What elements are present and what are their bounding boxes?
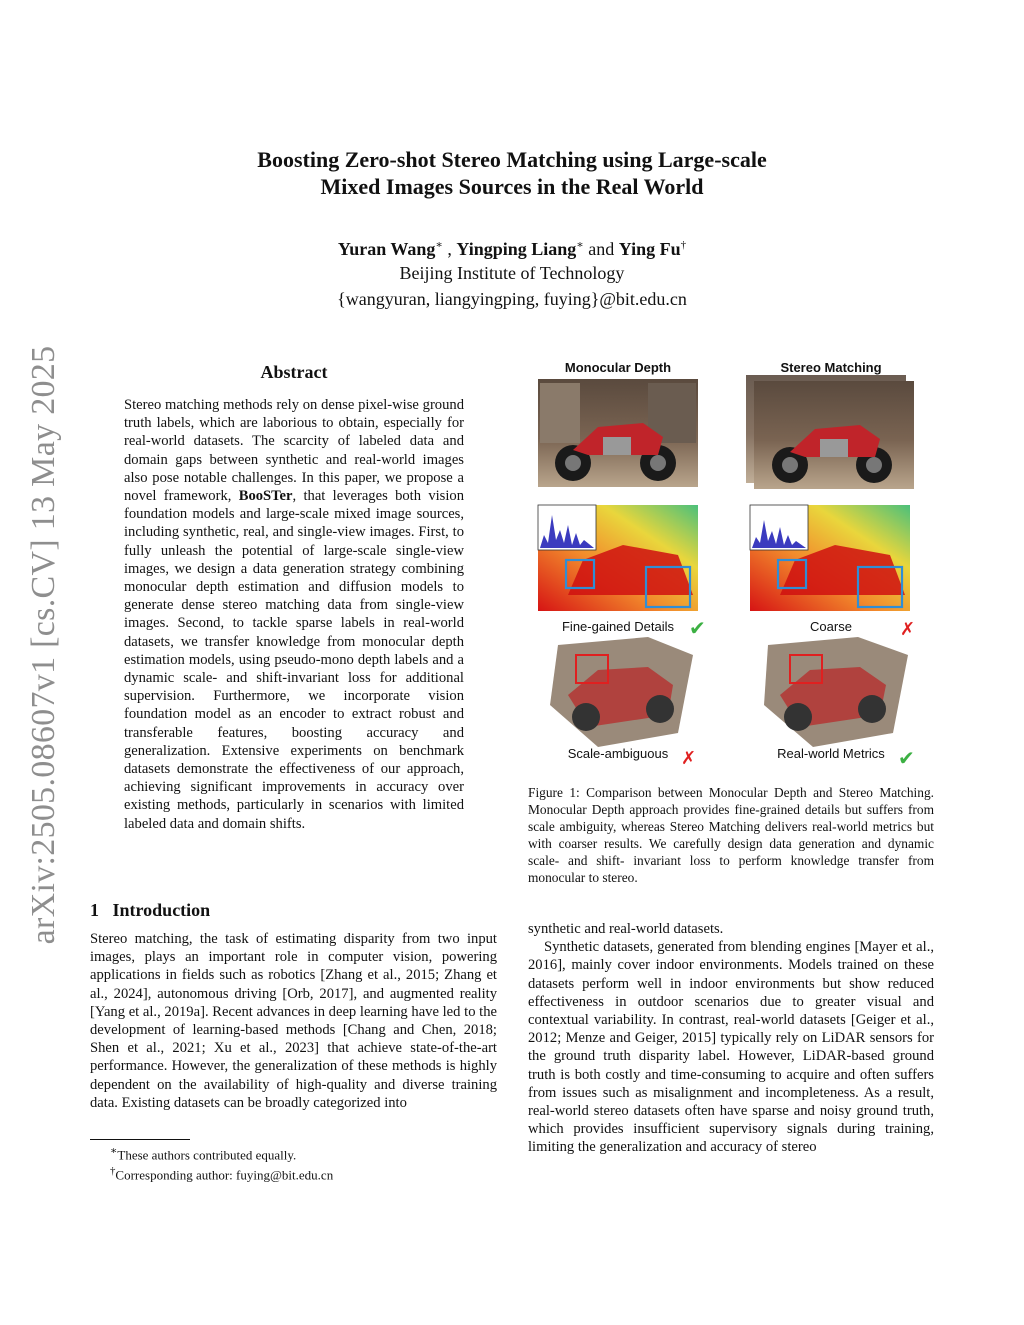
method-name: BooSTer xyxy=(238,488,293,505)
fig-col1-title: Monocular Depth xyxy=(564,360,672,375)
check-icon-2: ✔ xyxy=(898,746,915,770)
cross-icon: ✗ xyxy=(900,619,916,640)
label-coarse: Coarse xyxy=(810,619,852,634)
equal-contrib-mark-2: ∗ xyxy=(576,239,584,251)
footnotes xyxy=(110,1143,510,1184)
author-block xyxy=(150,233,874,311)
figure-1-caption: Figure 1: Comparison between Monocular Depth and Stereo Matching. Monocular Depth approach provides fine-grained details but suffers from scale ambiguity, whereas Stereo Matching delivers real-world metrics but with coarser results. We carefully design data generation and dynamic scale- and shift- invariant loss to perform knowledge transfer from monocular to stereo. xyxy=(528,785,934,885)
author-1: Yuran Wang xyxy=(337,239,436,259)
fig-col2-title: Stereo Matching xyxy=(780,360,882,375)
mono-depth-map xyxy=(538,505,698,611)
right-column-body xyxy=(528,920,934,1157)
abstract-body xyxy=(124,396,464,833)
figure-1-graphic xyxy=(528,355,934,775)
abstract-text-b: , that leverages both vision foundation models and large-scale mixed image sources, including synthetic, real, and single-view images. First, to fully unleash the potential of large-scale single-view images, we design a data generation strategy combining monocular depth estimation and diffusion models to generate dense stereo matching data from single-view images. Second, to tackle sparse labels in real-world datasets, we transfer knowledge from monocular depth estimation models, using pseudo-mono depth labels and a dynamic scale- and shift-invariant loss for additional supervision. Furthermore, we incorporate vision foundation model as an encoder to extract robust and transferable features, boosting accuracy and generalization. Extensive experiments on benchmark datasets demonstrate the effectiveness of our approach, achieving significant improvements in accuracy over existing methods, particularly in scenarios with limited labeled data and domain shifts. xyxy=(124,488,464,832)
title-line-2: Mixed Images Sources in the Real World xyxy=(320,174,704,199)
paper-title xyxy=(150,146,874,200)
right-para-2: Synthetic datasets, generated from blending engines [Mayer et al., 2016], mainly cover indoor environments. Models trained on these datasets perform well in indoor environments but show reduced effectiveness in outdoor scenarios due to greater visual and contextual variability. In contrast, real-world datasets [Geiger et al., 2012; Menze and Geiger, 2015] typically rely on LiDAR sensors for the ground truth disparity label. However, LiDAR-based ground truth is both costly and time-consuming to acquire and often suffers from issues such as misalignment and incompleteness. As a result, real-world stereo datasets often have sparse and noisy ground truth, which provides insufficient supervisory signals during training, limiting the generalization and accuracy of stereo xyxy=(528,939,934,1156)
author-emails[interactable]: {wangyuran, liangyingping, fuying}@bit.edu.cn xyxy=(337,289,687,309)
title-line-1: Boosting Zero-shot Stereo Matching using Large-scale xyxy=(257,147,767,172)
mono-point-cloud xyxy=(550,637,693,747)
label-real-world-metrics: Real-world Metrics xyxy=(777,746,885,761)
footnote-2-text: Corresponding author: fuying@bit.edu.cn xyxy=(115,1167,334,1183)
stereo-point-cloud xyxy=(764,637,908,747)
arxiv-side-stamp: arXiv:2505.08607v1 [cs.CV] 13 May 2025 xyxy=(25,345,62,945)
mono-input-photo xyxy=(538,379,698,487)
author-3: Ying Fu xyxy=(618,239,681,259)
stereo-depth-map xyxy=(750,505,910,611)
intro-body: Stereo matching, the task of estimating disparity from two input images, plays an important role in computer vision, powering applications in fields such as robotics [Zhang et al., 2015; Zhang et al., 2024], autonomous driving [Orb, 2017], and augmented reality [Yang et al., 2019a]. Recent advances in deep learning have led to the development of learning-based methods [Chang and Chen, 2018; Shen et al., 2021; Xu et al., 2023] that achieve state-of-the-art performance. However, the generalization of these methods is highly dependent on the availability of high-quality and diverse training data. Existing datasets can be broadly categorized into xyxy=(90,931,497,1111)
footnote-1-text: These authors contributed equally. xyxy=(117,1147,297,1163)
author-and: and xyxy=(583,239,619,259)
label-scale-ambiguous: Scale-ambiguous xyxy=(567,746,669,761)
author-2: Yingping Liang xyxy=(456,239,577,259)
footnote-2: †Corresponding author: fuying@bit.edu.cn xyxy=(110,1165,334,1183)
check-icon: ✔ xyxy=(689,616,706,640)
author-sep: , xyxy=(442,239,457,259)
abstract-heading: Abstract xyxy=(260,362,328,382)
abstract-text-a: Stereo matching methods rely on dense pixel-wise ground truth labels, which are laborious to obtain, especially for real-world datasets. The scarcity of labeled data and domain gaps between synthetic and real-world images also pose notable challenges. In this paper, we propose a novel framework, xyxy=(124,397,464,505)
section-title: Introduction xyxy=(112,900,211,920)
right-para-1: synthetic and real-world datasets. xyxy=(528,921,724,937)
footnote-rule xyxy=(90,1139,190,1140)
equal-contrib-mark-1: ∗ xyxy=(435,239,443,251)
footnote-1: ∗These authors contributed equally. xyxy=(110,1145,297,1163)
section-number: 1 xyxy=(90,900,99,920)
cross-icon-2: ✗ xyxy=(681,748,697,769)
author-names xyxy=(150,233,874,261)
affiliation: Beijing Institute of Technology xyxy=(399,263,625,283)
intro-heading xyxy=(90,900,210,921)
label-fine-details: Fine-gained Details xyxy=(561,619,675,634)
figure-1 xyxy=(528,355,934,775)
corresponding-mark: † xyxy=(680,239,687,251)
stereo-input-photos xyxy=(746,375,914,489)
